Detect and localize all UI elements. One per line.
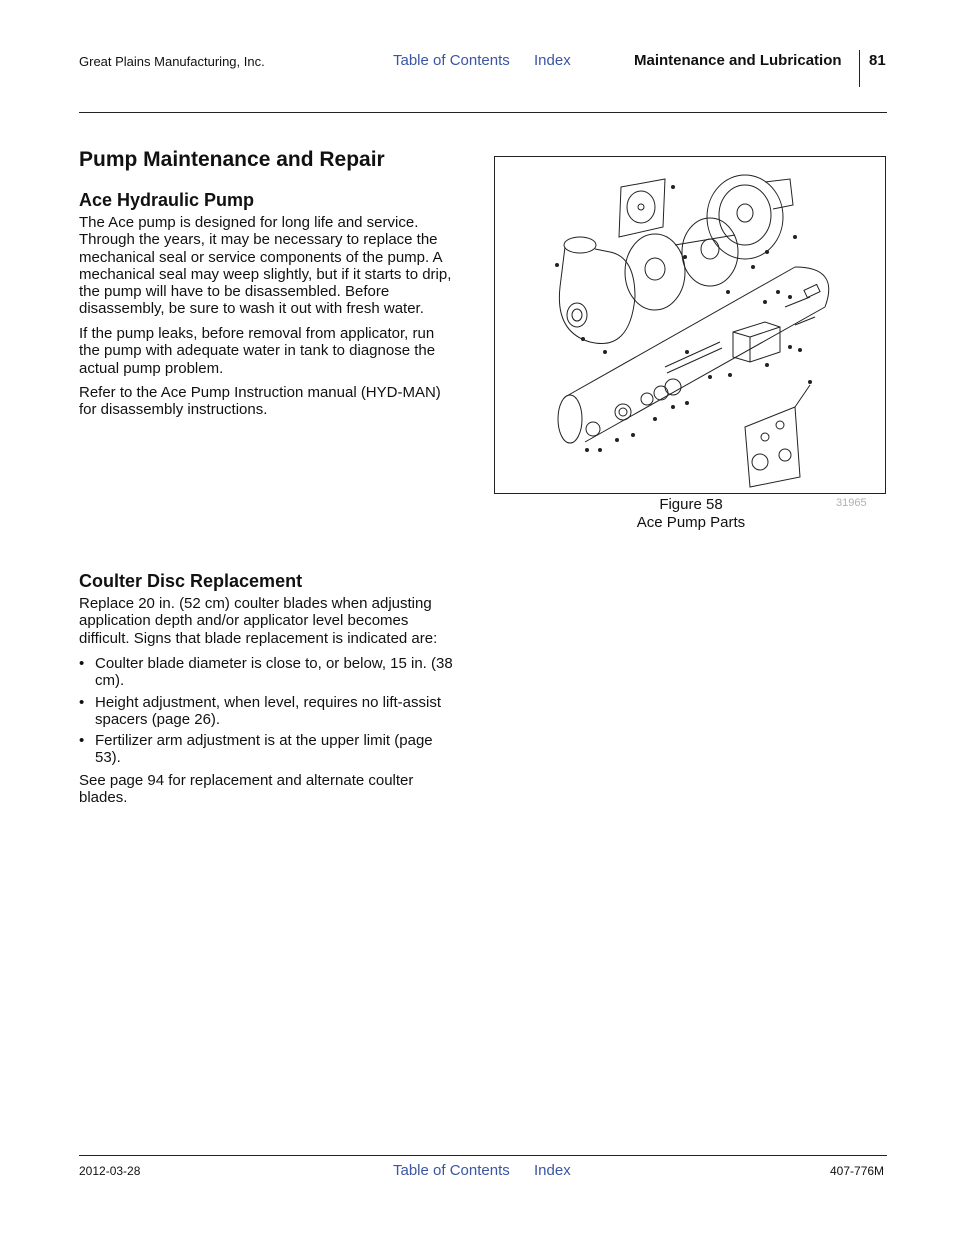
ace-paragraph-2: If the pump leaks, before removal from applicator, run the pump with adequate water in tank to diagnose the actual pump problem. bbox=[79, 325, 436, 377]
ace-pump-heading: Ace Hydraulic Pump bbox=[79, 190, 255, 210]
section-title: Maintenance and Lubrication bbox=[634, 52, 842, 69]
figure-caption: Ace Pump Parts bbox=[636, 513, 746, 531]
ace-paragraph-3: Refer to the Ace Pump Instruction manual (HYD-MAN) for disassembly instructions. bbox=[79, 384, 441, 419]
coulter-intro: Replace 20 in. (52 cm) coulter blades when adjusting application depth and/or applicator level becomes difficult. Signs that blade replacement is indicated are: bbox=[79, 595, 438, 647]
ace-paragraph-1: The Ace pump is designed for long life and service. Through the years, it may be necessary to replace the mechanical seal or service components of the pump. A mechanical seal may weep slightly, but if it starts to drip, the pump will have to be disassembled. Before disassembly, be sure to wash it out with fresh water. bbox=[79, 214, 452, 318]
header-divider bbox=[859, 50, 860, 87]
footer-date: 2012-03-28 bbox=[79, 1164, 141, 1178]
footer-index-link[interactable]: Index bbox=[534, 1162, 571, 1179]
index-link[interactable]: Index bbox=[534, 52, 571, 69]
coulter-bullet-list bbox=[79, 655, 459, 771]
coulter-heading: Coulter Disc Replacement bbox=[79, 571, 303, 591]
coulter-outro: See page 94 for replacement and alternate coulter blades. bbox=[79, 772, 414, 807]
table-of-contents-link[interactable]: Table of Contents bbox=[393, 52, 510, 69]
footer-rule bbox=[79, 1155, 887, 1156]
list-item: • Fertilizer arm adjustment is at the upper limit (page 53). bbox=[79, 732, 459, 767]
list-item: • Height adjustment, when level, requires no lift-assist spacers (page 26). bbox=[79, 694, 459, 729]
document-number: 407-776M bbox=[830, 1164, 885, 1178]
exploded-pump-diagram bbox=[495, 157, 885, 493]
list-item: • Coulter blade diameter is close to, or below, 15 in. (38 cm). bbox=[79, 655, 459, 690]
figure-number-caption bbox=[494, 496, 888, 531]
figure-number: Figure 58 bbox=[659, 496, 723, 513]
footer-table-of-contents-link[interactable]: Table of Contents bbox=[393, 1162, 510, 1179]
page-title: Pump Maintenance and Repair bbox=[79, 148, 385, 171]
figure-code: 31965 bbox=[836, 497, 867, 509]
company-name: Great Plains Manufacturing, Inc. bbox=[79, 54, 265, 69]
page-number: 81 bbox=[869, 52, 886, 69]
pump-parts-figure bbox=[494, 156, 886, 494]
header-rule bbox=[79, 112, 887, 113]
